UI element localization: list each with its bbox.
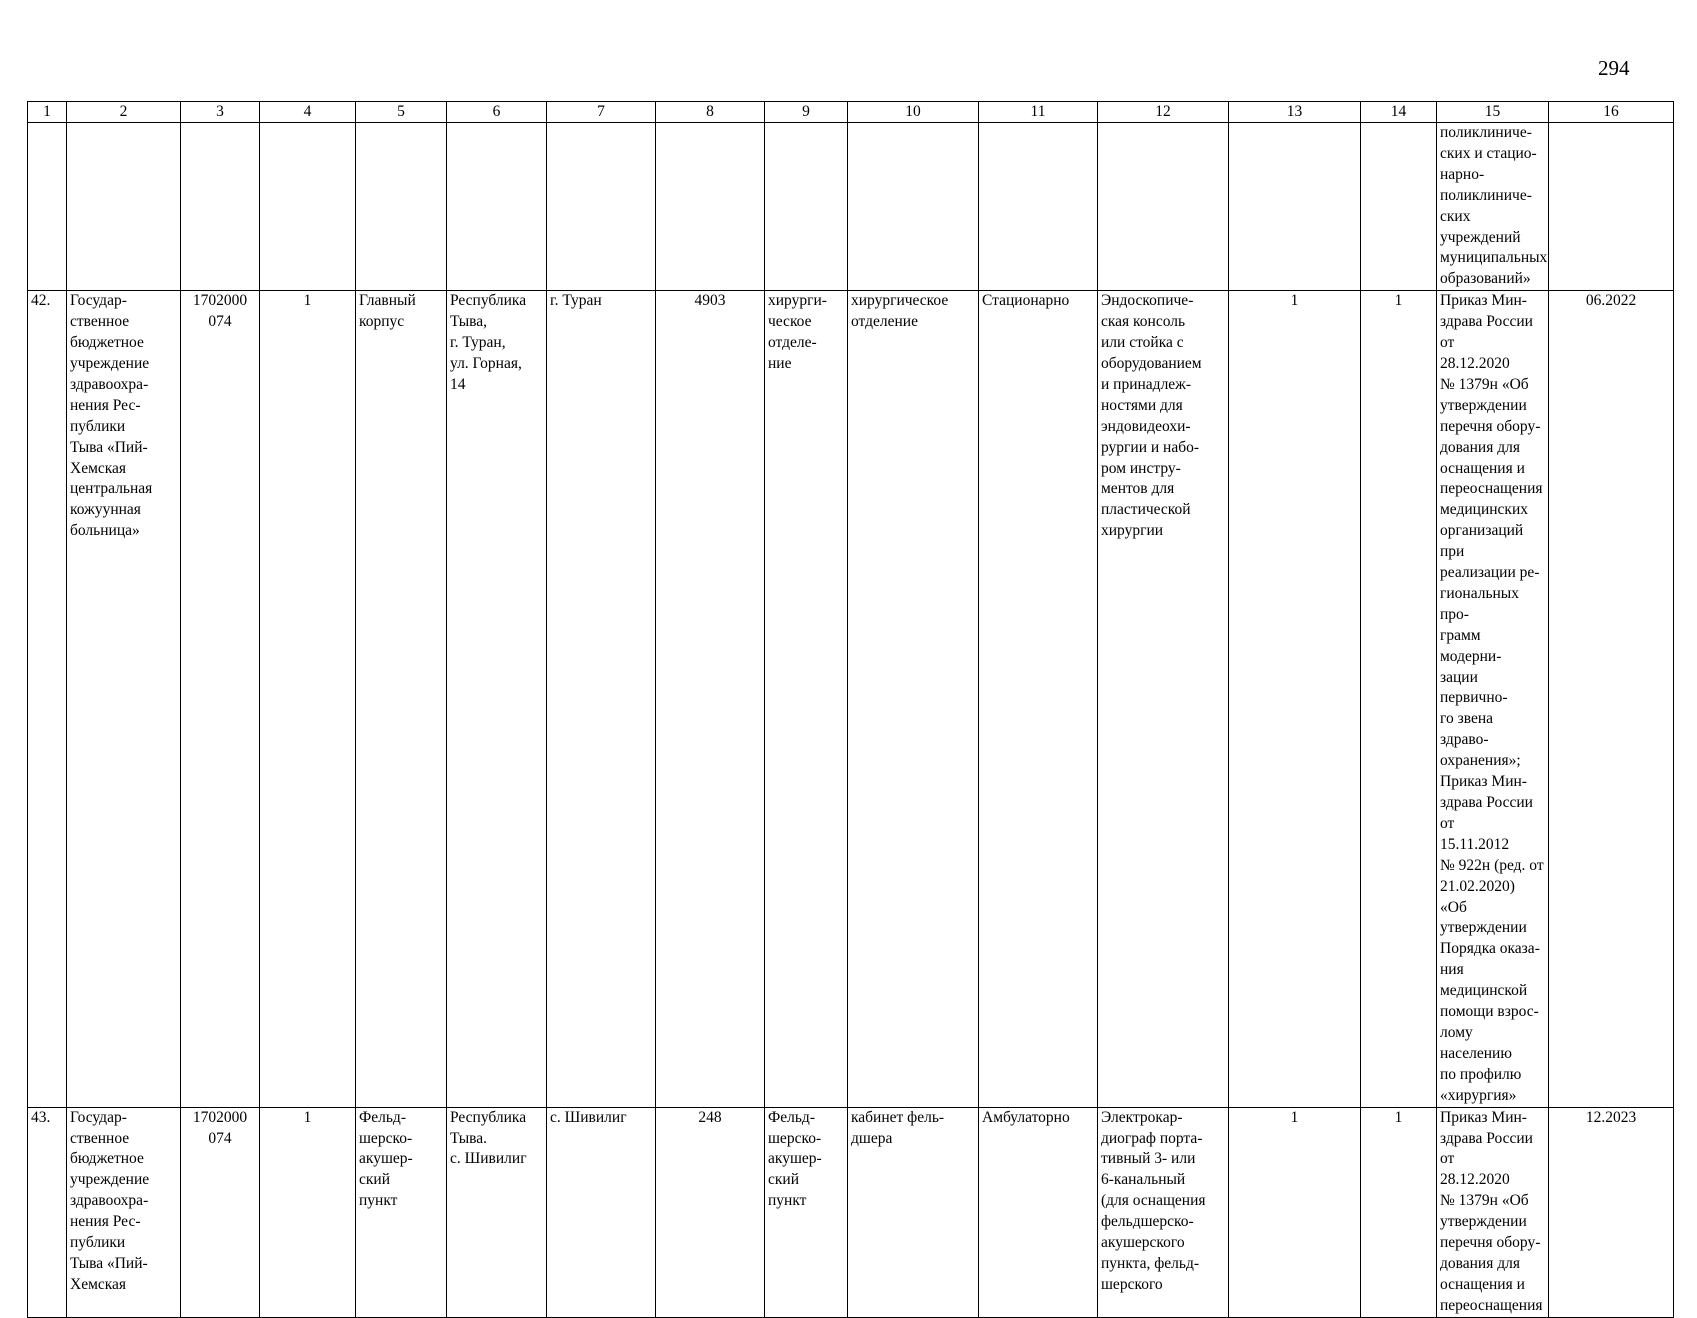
table-row: [28, 1107, 1674, 1317]
quantity-cell: 1: [260, 1107, 356, 1317]
building-cell: Главный корпус: [356, 291, 447, 1107]
column-header: 2: [67, 102, 181, 123]
column-header: 9: [765, 102, 848, 123]
equipment-table: [27, 101, 1674, 1318]
basis-continuation-cell: поликлиниче- ских и стацио- нарно- поликлиниче- ских учреждений муниципальных образований»: [1437, 123, 1549, 291]
column-header: 8: [656, 102, 765, 123]
column-header: 13: [1229, 102, 1361, 123]
column-header: 6: [447, 102, 547, 123]
basis-cell: Приказ Мин- здрава России от 28.12.2020 № 1379н «Об утверждении перечня обору- дования для оснащения и переоснащения: [1437, 1107, 1549, 1317]
row-number-cell: 42.: [28, 291, 67, 1107]
date-cell: 12.2023: [1549, 1107, 1674, 1317]
locality-cell: с. Шивилиг: [547, 1107, 656, 1317]
row-number-cell: 43.: [28, 1107, 67, 1317]
column-header: 12: [1098, 102, 1229, 123]
page-number: 294: [1598, 56, 1630, 80]
value-cell: 4903: [656, 291, 765, 1107]
building-cell: Фельд- шерско- акушер- ский пункт: [356, 1107, 447, 1317]
column-number-row: [28, 102, 1674, 123]
value-cell: 248: [656, 1107, 765, 1317]
count-cell: 1: [1229, 291, 1361, 1107]
equipment-cell: Эндоскопиче- ская консоль или стойка с оборудованием и принадлеж- ностями для эндовидеохи- рургии и набо- ром инстру- ментов для пластической хирургии: [1098, 291, 1229, 1107]
equipment-cell: Электрокар- диограф порта- тивный 3- или 6-канальный (для оснащения фельдшерско- акушерского пункта, фельд- шерского: [1098, 1107, 1229, 1317]
column-header: 7: [547, 102, 656, 123]
care-type-cell: Амбулаторно: [979, 1107, 1098, 1317]
column-header: 5: [356, 102, 447, 123]
column-header: 1: [28, 102, 67, 123]
column-header: 16: [1549, 102, 1674, 123]
column-header: 15: [1437, 102, 1549, 123]
column-header: 3: [181, 102, 260, 123]
care-type-cell: Стационарно: [979, 291, 1098, 1107]
address-cell: Республика Тыва. с. Шивилиг: [447, 1107, 547, 1317]
column-header: 11: [979, 102, 1098, 123]
column-header: 4: [260, 102, 356, 123]
department-cell: хирурги- ческое отделе- ние: [765, 291, 848, 1107]
room-cell: хирургическое отделение: [848, 291, 979, 1107]
continuation-row: [28, 123, 1674, 291]
institution-cell: Государ- ственное бюджетное учреждение здравоохра- нения Рес- публики Тыва «Пий- Хемская: [67, 1107, 181, 1317]
date-cell: 06.2022: [1549, 291, 1674, 1107]
column-header: 10: [848, 102, 979, 123]
count-cell: 1: [1361, 1107, 1437, 1317]
basis-cell: Приказ Мин- здрава России от 28.12.2020 № 1379н «Об утверждении перечня обору- дования для оснащения и переоснащения медицинских организаций при реализации ре- гиональных про- грамм модерни- зации первично- го звена здраво- охранения»; Приказ Мин- здрава России от 15.11.2012 № 922н (ред. от 21.02.2020) «Об утверждении Порядка оказа- ния медицинской помощи взрос- лому населению по профилю «хирургия»: [1437, 291, 1549, 1107]
count-cell: 1: [1361, 291, 1437, 1107]
quantity-cell: 1: [260, 291, 356, 1107]
code-cell: 1702000 074: [181, 291, 260, 1107]
column-header: 14: [1361, 102, 1437, 123]
room-cell: кабинет фель- дшера: [848, 1107, 979, 1317]
department-cell: Фельд- шерско- акушер- ский пункт: [765, 1107, 848, 1317]
institution-cell: Государ- ственное бюджетное учреждение здравоохра- нения Рес- публики Тыва «Пий- Хемская центральная кожуунная больница»: [67, 291, 181, 1107]
count-cell: 1: [1229, 1107, 1361, 1317]
address-cell: Республика Тыва, г. Туран, ул. Горная, 14: [447, 291, 547, 1107]
locality-cell: г. Туран: [547, 291, 656, 1107]
code-cell: 1702000 074: [181, 1107, 260, 1317]
table-row: [28, 291, 1674, 1107]
